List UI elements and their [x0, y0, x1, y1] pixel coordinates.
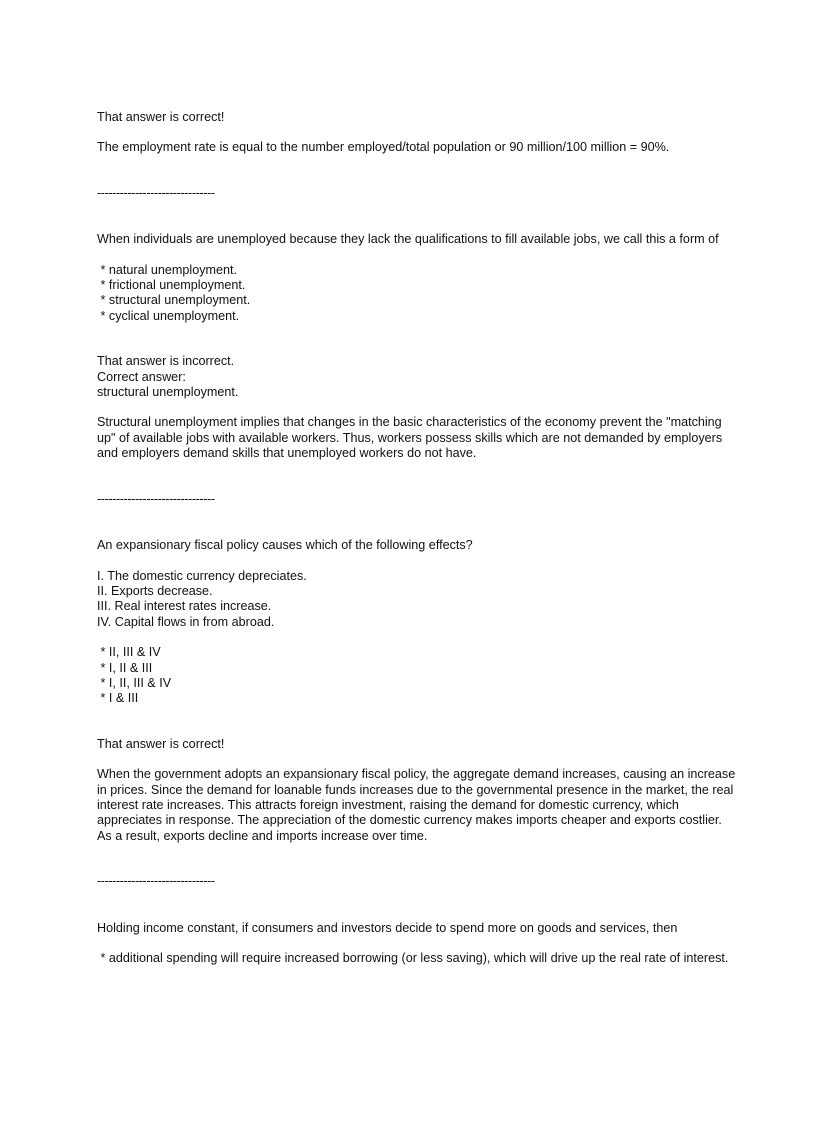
q2-option[interactable]: * frictional unemployment. — [97, 278, 246, 293]
q3-statements — [97, 569, 737, 631]
q3-option[interactable]: * I & III — [97, 691, 139, 706]
q4-question: Holding income constant, if consumers and investors decide to spend more on goods and services, then — [97, 920, 678, 935]
q2-question: When individuals are unemployed because they lack the qualifications to fill available jobs, we call this a form of — [97, 232, 719, 247]
q3-options — [97, 645, 737, 707]
separator-2: ------------------------------- — [97, 491, 215, 506]
q4-option[interactable]: * additional spending will require increased borrowing (or less saving), which will drive up the real rate of interest. — [97, 951, 729, 965]
q3-option[interactable]: * I, II, III & IV — [97, 675, 172, 690]
q4-options — [97, 951, 737, 966]
q2-option[interactable]: * structural unemployment. — [97, 293, 251, 308]
q3-feedback: That answer is correct! — [97, 736, 225, 751]
q3-statement: II. Exports decrease. — [97, 583, 213, 598]
q3-statement: IV. Capital flows in from abroad. — [97, 614, 275, 629]
separator-1: ------------------------------- — [97, 185, 215, 200]
q3-statement: I. The domestic currency depreciates. — [97, 568, 307, 583]
q2-option[interactable]: * natural unemployment. — [97, 262, 238, 277]
q1-feedback: That answer is correct! — [97, 110, 225, 124]
q2-feedback: That answer is incorrect. — [97, 354, 235, 369]
q3-option[interactable]: * I, II & III — [97, 660, 153, 675]
document-page — [97, 110, 737, 966]
q3-explanation: When the government adopts an expansionary fiscal policy, the aggregate demand increases, causing an increase in prices. Since the demand for loanable funds increases due to the governmental presence in the market, the real interest rate increases. This attracts foreign investment, raising the demand for domestic currency, which appreciates in response. The appreciation of the domestic currency makes imports cheaper and exports costlier. As a result, exports decline and imports increase over time. — [97, 767, 739, 843]
q2-correct-answer: structural unemployment. — [97, 385, 239, 400]
q2-options — [97, 263, 737, 325]
separator-3: ------------------------------- — [97, 874, 215, 889]
q1-explanation: The employment rate is equal to the number employed/total population or 90 million/100 million = 90%. — [97, 140, 670, 155]
q3-option[interactable]: * II, III & IV — [97, 645, 161, 660]
q3-statement: III. Real interest rates increase. — [97, 599, 272, 614]
q2-explanation: Structural unemployment implies that changes in the basic characteristics of the economy prevent the "matching up" of available jobs with available workers. Thus, workers possess skills which are not demanded by employers and employers demand skills that unemployed workers do not have. — [97, 415, 726, 461]
q3-question: An expansionary fiscal policy causes which of the following effects? — [97, 538, 473, 553]
q2-correct-label: Correct answer: — [97, 369, 186, 384]
q2-option[interactable]: * cyclical unemployment. — [97, 308, 240, 323]
